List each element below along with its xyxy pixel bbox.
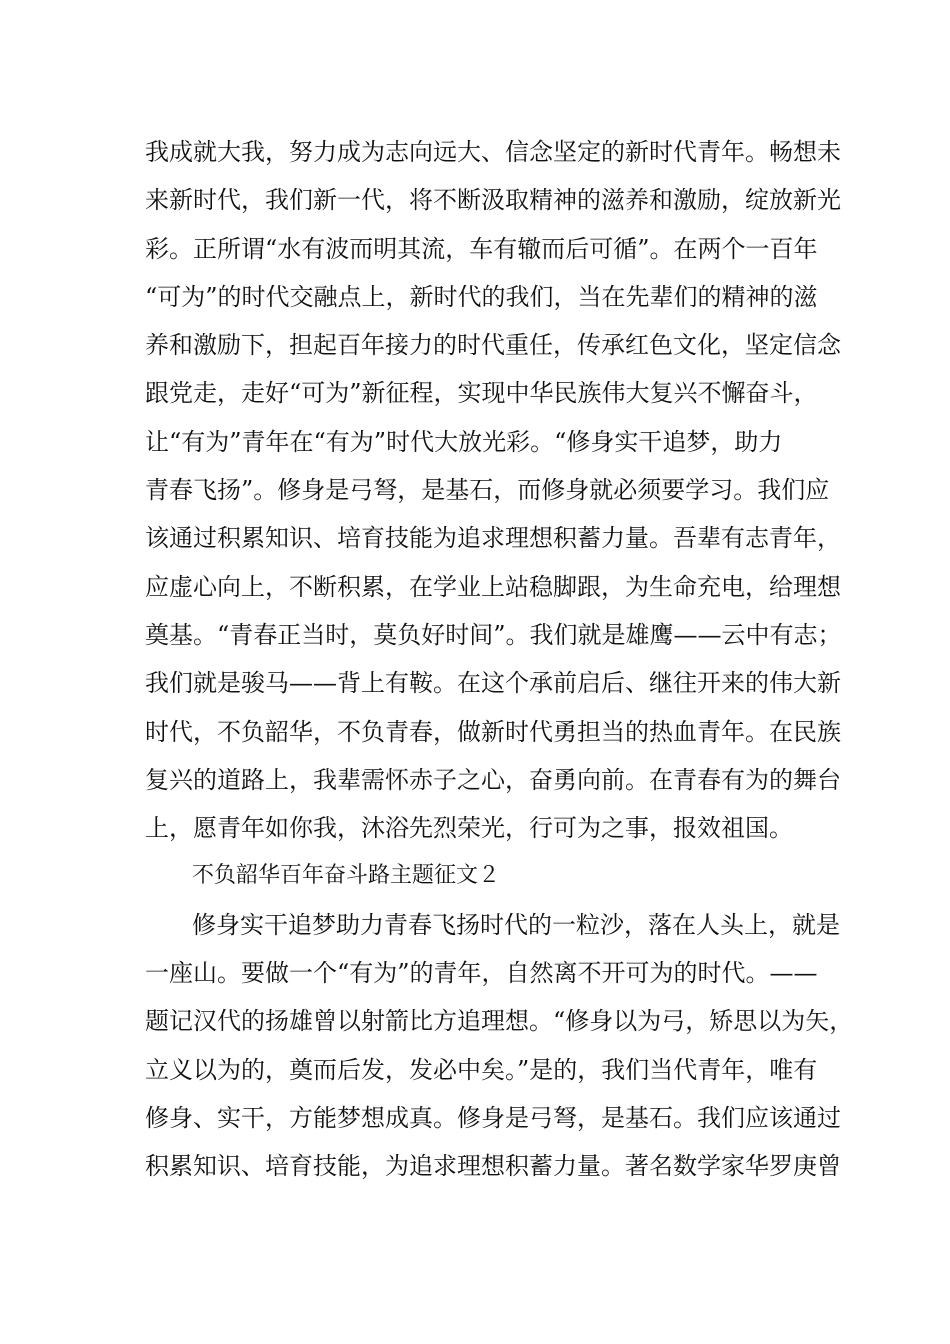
text-line: 奠基。“青春正当时，莫负好时间”。我们就是雄鹰——云中有志； [145, 620, 842, 649]
text-line: 彩。正所谓“水有波而明其流，车有辙而后可循”。在两个一百年 [145, 234, 818, 263]
text-line: 修身实干追梦助力青春飞扬时代的一粒沙，落在人头上，就是 [192, 910, 840, 939]
text-line: 跟党走，走好“可为”新征程，实现中华民族伟大复兴不懈奋斗， [145, 379, 818, 408]
text-line: 题记汉代的扬雄曾以射箭比方追理想。“修身以为弓，矫思以为矢， [145, 1007, 854, 1036]
text-line: 立义以为的，奠而后发，发必中矣。”是的，我们当代青年，唯有 [145, 1055, 818, 1084]
text-line: 应虚心向上，不断积累，在学业上站稳脚跟，为生命充电，给理想 [145, 572, 841, 601]
section-heading: 不负韶华百年奋斗路主题征文２ [192, 863, 501, 889]
paragraph-1 [145, 128, 842, 852]
text-line: 养和激励下，担起百年接力的时代重任，传承红色文化，坚定信念 [145, 331, 841, 360]
text-line: 复兴的道路上，我辈需怀赤子之心，奋勇向前。在青春有为的舞台 [145, 765, 841, 794]
text-line: 修身、实干，方能梦想成真。修身是弓弩，是基石。我们应该通过 [145, 1103, 841, 1132]
text-line: 积累知识、培育技能，为追求理想积蓄力量。著名数学家华罗庚曾 [145, 1152, 841, 1181]
paragraph-2 [145, 901, 854, 1191]
text-line: 让“有为”青年在“有为”时代大放光彩。“修身实干追梦，助力 [145, 427, 783, 456]
text-line: 我们就是骏马——背上有鞍。在这个承前启后、继往开来的伟大新 [145, 669, 841, 698]
text-line: 来新时代，我们新一代，将不断汲取精神的滋养和激励，绽放新光 [145, 186, 841, 215]
text-line: 一座山。要做一个“有为”的青年，自然离不开可为的时代。—— [145, 959, 818, 988]
document-body [145, 128, 854, 1191]
text-line: 青春飞扬”。修身是弓弩，是基石，而修身就必须要学习。我们应 [145, 476, 830, 505]
text-line: 该通过积累知识、培育技能为追求理想积蓄力量。吾辈有志青年， [145, 524, 841, 553]
text-line: 上，愿青年如你我，沐浴先烈荣光，行可为之事，报效祖国。 [145, 814, 793, 843]
text-line: 我成就大我，努力成为志向远大、信念坚定的新时代青年。畅想未 [145, 138, 841, 166]
text-line: 时代，不负韶华，不负青春，做新时代勇担当的热血青年。在民族 [145, 717, 841, 746]
text-line: “可为”的时代交融点上，新时代的我们，当在先辈们的精神的滋 [145, 282, 818, 311]
